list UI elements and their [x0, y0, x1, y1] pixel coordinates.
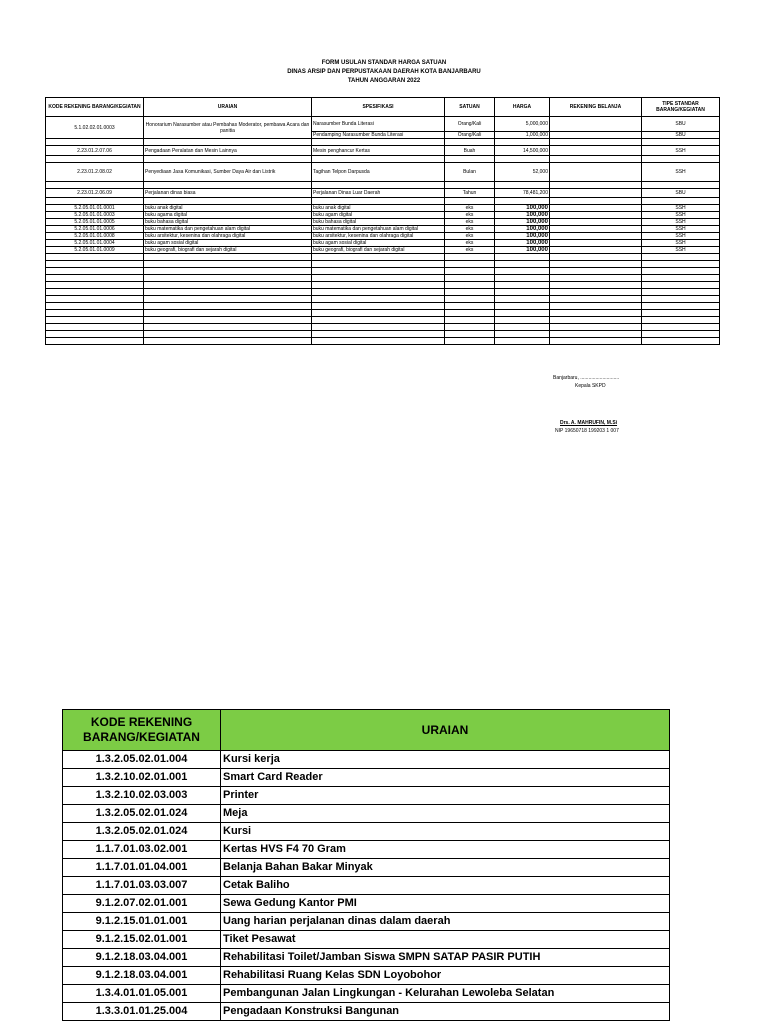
table2-cell-code: 1.3.2.05.02.01.024 — [63, 823, 221, 841]
table2-cell-code: 1.3.4.01.01.05.001 — [63, 985, 221, 1003]
cell-rekening — [550, 117, 642, 132]
cell-spec: Tagihan Telpon Darpusda — [312, 163, 445, 182]
cell-spec: buku arsitektur, kesenina dan olahraga digital — [312, 233, 445, 240]
cell-satuan: eks — [445, 233, 495, 240]
cell-harga: 100,000 — [495, 240, 550, 247]
cell-code: 5.2.05.01.01.0009 — [46, 247, 144, 254]
table2-header-kode: KODE REKENING BARANG/KEGIATAN — [63, 710, 221, 751]
table-row-empty — [46, 182, 720, 189]
cell-spec: buku geografi, biografi dan sejarah digital — [312, 247, 445, 254]
table2-row — [63, 805, 670, 823]
cell-uraian: buku arsitektur, kesenina dan olahraga digital — [144, 233, 312, 240]
table2-cell-code: 1.3.2.10.02.03.003 — [63, 787, 221, 805]
cell-uraian: buku geografi, biografi dan sejarah digital — [144, 247, 312, 254]
books-section — [46, 205, 720, 254]
cell-spec: Narasumber Bunda Literasi — [312, 117, 445, 132]
table-row-empty — [46, 275, 720, 282]
table-row-empty — [46, 310, 720, 317]
header-tipe: TIPE STANDAR BARANG/KEGIATAN — [642, 98, 720, 117]
cell-harga: 78,481,200 — [495, 189, 550, 198]
cell-code: 5.1.02.02.01.0003 — [46, 117, 144, 139]
cell-satuan: eks — [445, 226, 495, 233]
cell-rekening — [550, 240, 642, 247]
signature-nip: NIP 19650718 199203 1 007 — [555, 428, 619, 434]
table2-row — [63, 985, 670, 1003]
table2-cell-code: 1.3.3.01.01.25.004 — [63, 1003, 221, 1021]
table-row — [46, 226, 720, 233]
table2-cell-uraian: Rehabilitasi Toilet/Jamban Siswa SMPN SATAP PASIR PUTIH — [221, 949, 670, 967]
cell-code: 5.2.05.01.01.0006 — [46, 226, 144, 233]
table-row-empty — [46, 282, 720, 289]
table2-cell-uraian: Kursi kerja — [221, 751, 670, 769]
cell-spec: Pendamping Narasumber Bunda Literasi — [312, 132, 445, 139]
cell-satuan: Orang/Kali — [445, 117, 495, 132]
table2-cell-uraian: Tiket Pesawat — [221, 931, 670, 949]
cell-rekening — [550, 233, 642, 240]
table-row — [46, 219, 720, 226]
table2-row — [63, 1003, 670, 1021]
table2-row — [63, 751, 670, 769]
table-row — [46, 212, 720, 219]
table-row-empty — [46, 296, 720, 303]
cell-satuan: Bulan — [445, 163, 495, 182]
table2-cell-uraian: Meja — [221, 805, 670, 823]
table2-cell-uraian: Pengadaan Konstruksi Bangunan — [221, 1003, 670, 1021]
cell-rekening — [550, 212, 642, 219]
cell-satuan: eks — [445, 219, 495, 226]
signature-place: Banjarbaru, ............................ — [553, 375, 620, 381]
cell-satuan: eks — [445, 205, 495, 212]
table2-row — [63, 823, 670, 841]
cell-uraian: Perjalanan dinas biasa — [144, 189, 312, 198]
cell-harga: 100,000 — [495, 219, 550, 226]
table2-row — [63, 967, 670, 985]
cell-spec: Mesin penghancur Kertas — [312, 146, 445, 156]
table2-row — [63, 877, 670, 895]
table2-cell-uraian: Kursi — [221, 823, 670, 841]
table2-cell-uraian: Uang harian perjalanan dinas dalam daerah — [221, 913, 670, 931]
cell-uraian: buku agam sosial digital — [144, 240, 312, 247]
cell-rekening — [550, 189, 642, 198]
table2-cell-code: 1.1.7.01.03.02.001 — [63, 841, 221, 859]
table2-row — [63, 787, 670, 805]
cell-code: 5.2.05.01.01.0001 — [46, 205, 144, 212]
cell-tipe: SSH — [642, 146, 720, 156]
header-rekening: REKENING BELANJA — [550, 98, 642, 117]
cell-tipe: SSH — [642, 233, 720, 240]
table-row-empty — [46, 289, 720, 296]
table-header-row — [46, 98, 720, 117]
table-row — [46, 146, 720, 156]
table2-header-row — [63, 710, 670, 751]
table-row — [46, 240, 720, 247]
cell-code: 5.2.05.01.01.0005 — [46, 219, 144, 226]
signature-role: Kepala SKPD — [575, 383, 606, 389]
table-row-empty — [46, 198, 720, 205]
cell-spec: buku bahasa digital — [312, 219, 445, 226]
table2-cell-code: 1.3.2.05.02.01.024 — [63, 805, 221, 823]
cell-tipe: SSH — [642, 247, 720, 254]
cell-harga: 1,000,000 — [495, 132, 550, 139]
cell-rekening — [550, 226, 642, 233]
cell-tipe: SSH — [642, 163, 720, 182]
cell-tipe: SSH — [642, 219, 720, 226]
form-header — [0, 59, 768, 86]
cell-harga: 100,000 — [495, 233, 550, 240]
cell-uraian: Pengadaan Peralatan dan Mesin Lainnya — [144, 146, 312, 156]
table-row — [46, 117, 720, 132]
table2-header-uraian: URAIAN — [221, 710, 670, 751]
cell-tipe: SBU — [642, 189, 720, 198]
table-row-empty — [46, 139, 720, 146]
cell-satuan: Buah — [445, 146, 495, 156]
cell-harga: 100,000 — [495, 205, 550, 212]
cell-rekening — [550, 163, 642, 182]
form-agency: DINAS ARSIP DAN PERPUSTAKAAN DAERAH KOTA BANJARBARU — [287, 69, 481, 75]
table-row — [46, 205, 720, 212]
header-harga: HARGA — [495, 98, 550, 117]
table-row — [46, 189, 720, 198]
table2-cell-uraian: Sewa Gedung Kantor PMI — [221, 895, 670, 913]
table2-cell-uraian: Rehabilitasi Ruang Kelas SDN Loyobohor — [221, 967, 670, 985]
cell-satuan: Orang/Kali — [445, 132, 495, 139]
table-row-empty — [46, 317, 720, 324]
cell-tipe: SBU — [642, 117, 720, 132]
table2-cell-code: 1.3.2.05.02.01.004 — [63, 751, 221, 769]
cell-uraian: buku bahasa digital — [144, 219, 312, 226]
table2-cell-uraian: Pembangunan Jalan Lingkungan - Kelurahan Lewoleba Selatan — [221, 985, 670, 1003]
cell-rekening — [550, 247, 642, 254]
table2-row — [63, 931, 670, 949]
header-uraian: URAIAN — [144, 98, 312, 117]
cell-tipe: SSH — [642, 226, 720, 233]
cell-tipe: SSH — [642, 240, 720, 247]
table2-row — [63, 895, 670, 913]
cell-code: 2.23.01.2.08.02 — [46, 163, 144, 182]
cell-satuan: Tahun — [445, 189, 495, 198]
table2-cell-code: 9.1.2.15.01.01.001 — [63, 913, 221, 931]
cell-satuan: eks — [445, 240, 495, 247]
cell-rekening — [550, 132, 642, 139]
table2-cell-code: 9.1.2.07.02.01.001 — [63, 895, 221, 913]
table2-cell-code: 1.1.7.01.03.03.007 — [63, 877, 221, 895]
cell-rekening — [550, 146, 642, 156]
cell-harga: 100,000 — [495, 226, 550, 233]
table2-cell-uraian: Kertas HVS F4 70 Gram — [221, 841, 670, 859]
cell-uraian: buku matematika dan pengetahuan alam digital — [144, 226, 312, 233]
cell-code: 2.23.01.2.07.06 — [46, 146, 144, 156]
table2-cell-code: 9.1.2.18.03.04.001 — [63, 949, 221, 967]
table-row-empty — [46, 324, 720, 331]
cell-uraian: buku agama digital — [144, 212, 312, 219]
cell-spec: buku agam digital — [312, 212, 445, 219]
cell-spec: buku matematika dan pengetahuan alam digital — [312, 226, 445, 233]
cell-harga: 5,000,000 — [495, 117, 550, 132]
cell-spec: Perjalanan Dinas Luar Daerah — [312, 189, 445, 198]
table-row — [46, 247, 720, 254]
table2-row — [63, 913, 670, 931]
table2-cell-code: 1.3.2.10.02.01.001 — [63, 769, 221, 787]
code-description-table — [62, 709, 670, 1021]
cell-rekening — [550, 205, 642, 212]
cell-spec: buku anak digital — [312, 205, 445, 212]
table2-row — [63, 949, 670, 967]
cell-harga: 100,000 — [495, 247, 550, 254]
table2-row — [63, 841, 670, 859]
cell-satuan: eks — [445, 212, 495, 219]
standard-price-table — [45, 97, 720, 345]
cell-code: 5.2.05.01.01.0008 — [46, 233, 144, 240]
cell-uraian: Penyediaan Jasa Komunikasi, Sumber Daya Air dan Listrik — [144, 163, 312, 182]
cell-satuan: eks — [445, 247, 495, 254]
table2-cell-uraian: Cetak Baliho — [221, 877, 670, 895]
table-row-empty — [46, 261, 720, 268]
table2-cell-code: 9.1.2.15.02.01.001 — [63, 931, 221, 949]
cell-harga: 52,000 — [495, 163, 550, 182]
table2-cell-uraian: Printer — [221, 787, 670, 805]
table-row-empty — [46, 338, 720, 345]
table2-row — [63, 769, 670, 787]
empty-rows — [46, 254, 720, 345]
table-row-empty — [46, 268, 720, 275]
cell-tipe: SSH — [642, 212, 720, 219]
table-row-empty — [46, 254, 720, 261]
header-satuan: SATUAN — [445, 98, 495, 117]
table-row — [46, 233, 720, 240]
cell-code: 5.2.05.01.01.0003 — [46, 212, 144, 219]
table-row-empty — [46, 331, 720, 338]
form-year: TAHUN ANGGARAN 2022 — [347, 78, 421, 84]
cell-uraian: Honorarium Narasumber atau Pembahas Moderator, pembawa Acara dan panitia — [144, 117, 312, 139]
cell-rekening — [550, 219, 642, 226]
cell-harga: 100,000 — [495, 212, 550, 219]
table2-cell-code: 9.1.2.18.03.04.001 — [63, 967, 221, 985]
cell-code: 5.2.05.01.01.0004 — [46, 240, 144, 247]
header-spesifikasi: SPESIFIKASI — [312, 98, 445, 117]
cell-uraian: buku anak digital — [144, 205, 312, 212]
signature-name: Drs. A. MAHRUFIN, M.Si — [560, 420, 618, 426]
table2-cell-uraian: Smart Card Reader — [221, 769, 670, 787]
table2-row — [63, 859, 670, 877]
cell-tipe: SBU — [642, 132, 720, 139]
cell-code: 2.23.01.2.06.09 — [46, 189, 144, 198]
table-row-empty — [46, 156, 720, 163]
header-kode: KODE REKENING BARANG/KEGIATAN — [46, 98, 144, 117]
cell-harga: 14,500,000 — [495, 146, 550, 156]
table2-cell-code: 1.1.7.01.01.04.001 — [63, 859, 221, 877]
table-row-empty — [46, 303, 720, 310]
cell-spec: buku agam sosial digital — [312, 240, 445, 247]
table2-cell-uraian: Belanja Bahan Bakar Minyak — [221, 859, 670, 877]
table-row — [46, 163, 720, 182]
cell-tipe: SSH — [642, 205, 720, 212]
form-title: FORM USULAN STANDAR HARGA SATUAN — [321, 60, 447, 66]
